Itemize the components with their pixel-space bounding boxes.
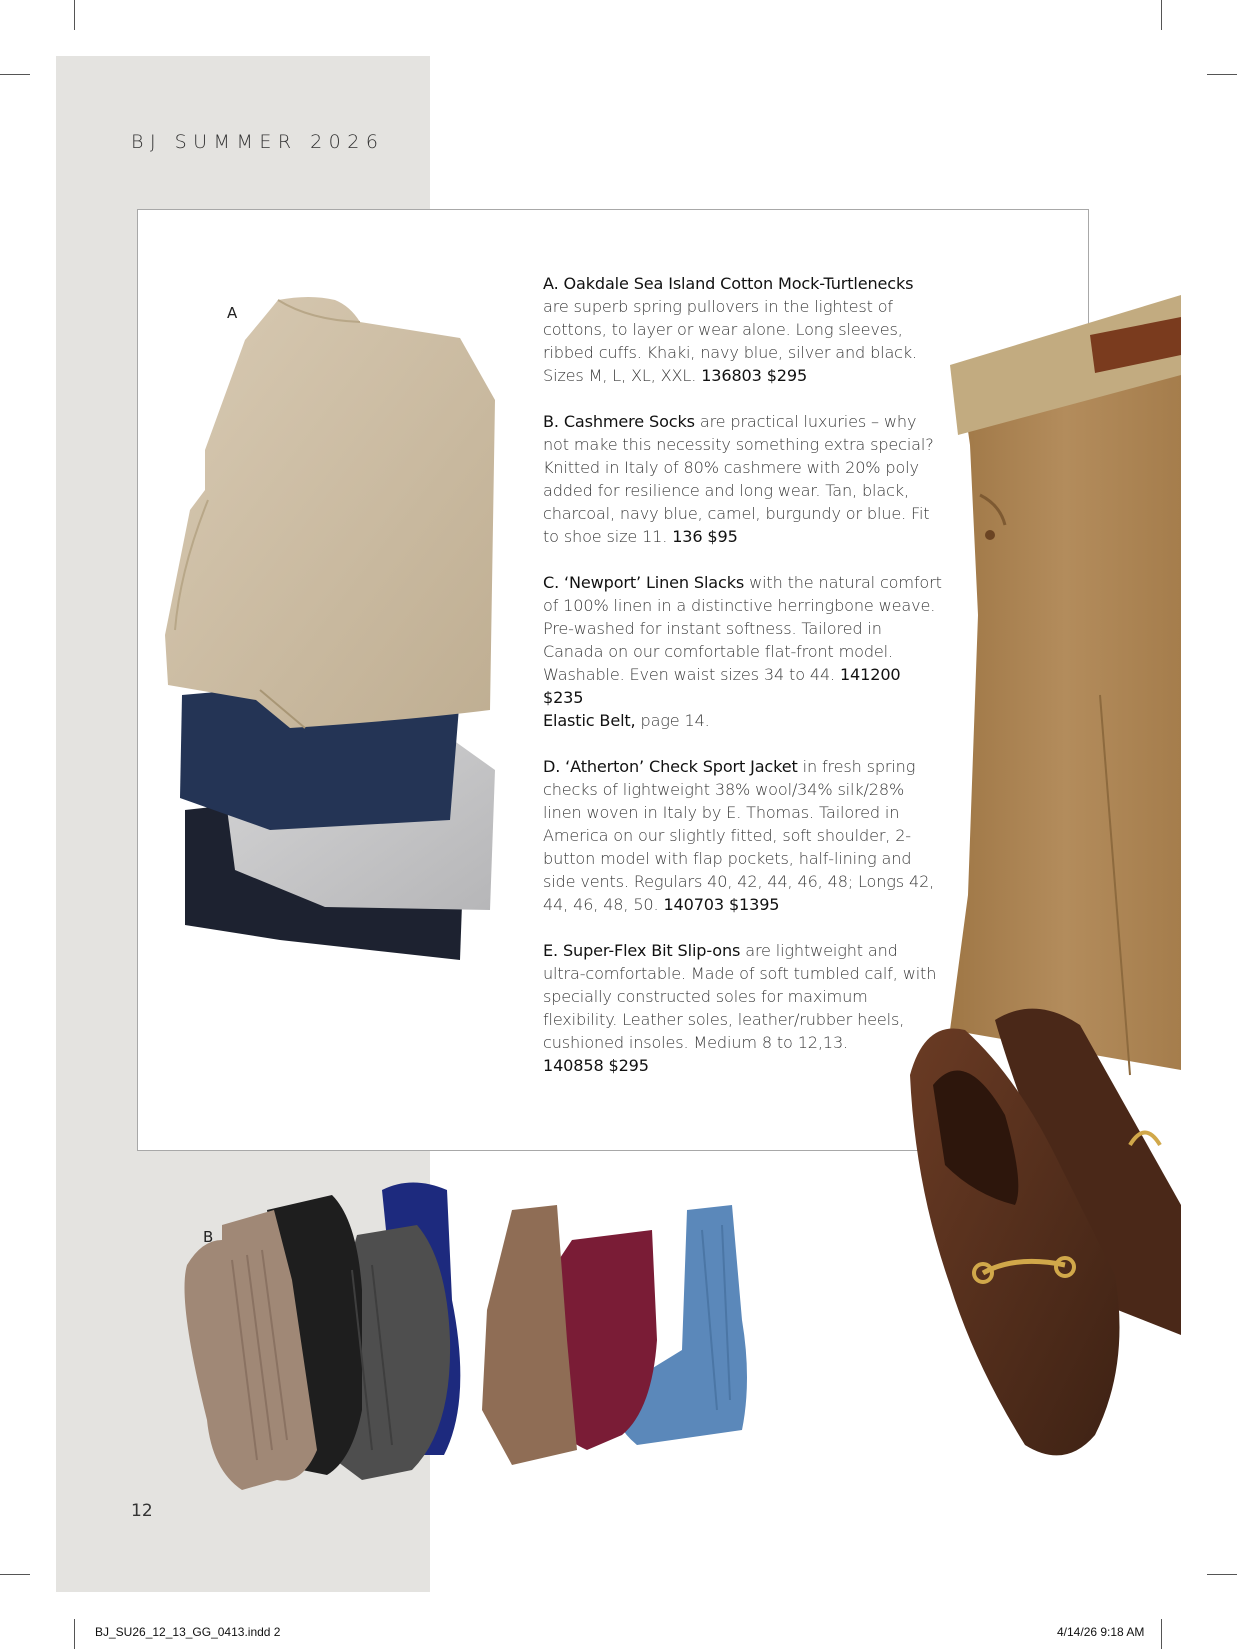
product-description: are superb spring pullovers in the lightest of cottons, to layer or wear alone. Long sleeves, ribbed cuffs. Khaki, navy blue, silver and black. Sizes M, L, XL, XXL.	[543, 297, 917, 385]
product-sku-price: 141200 $235	[543, 665, 901, 707]
product-name: A. Oakdale Sea Island Cotton Mock-Turtlenecks	[543, 274, 914, 293]
crop-mark	[74, 0, 75, 30]
cross-reference-name: Elastic Belt,	[543, 711, 636, 730]
product-name: C. ‘Newport’ Linen Slacks	[543, 573, 745, 592]
product-item-c	[543, 571, 943, 732]
product-sku-price: 140858 $295	[543, 1056, 649, 1075]
product-item-b	[543, 410, 943, 548]
product-description: are lightweight and ultra-comfortable. Made of soft tumbled calf, with specially constructed soles for maximum flexibility. Leather soles, leather/rubber heels, cushioned insoles. Medium 8 to 12,13.	[543, 941, 937, 1052]
crop-mark	[0, 1574, 30, 1575]
product-sku-price: 140703 $1395	[663, 895, 780, 914]
product-sku-price: 136 $95	[672, 527, 738, 546]
linen-slacks-photo	[950, 295, 1181, 1070]
slacks	[950, 350, 1181, 1070]
turtleneck-stack-photo	[160, 300, 520, 980]
crop-mark	[1161, 0, 1162, 30]
product-item-a	[543, 272, 943, 387]
crop-mark	[1207, 1574, 1237, 1575]
running-head: BJ SUMMER 2026	[131, 131, 385, 153]
slug-filename: BJ_SU26_12_13_GG_0413.indd 2	[95, 1625, 281, 1639]
slug-timestamp: 4/14/26 9:18 AM	[1057, 1625, 1145, 1639]
photo-label-a: A	[227, 304, 238, 322]
crop-mark	[74, 1619, 75, 1649]
product-description: in fresh spring checks of lightweight 38% wool/34% silk/28% linen woven in Italy by E. Thomas. Tailored in America on our slightly fitted, soft shoulder, 2-button model with flap pockets, half-lining and side vents. Regulars 40, 42, 44, 46, 48; Longs 42, 44, 46, 48, 50.	[543, 757, 935, 914]
product-description: with the natural comfort of 100% linen in a distinctive herringbone weave. Pre-washed for instant softness. Tailored in Canada on our comfortable flat-front model. Washable. Even waist sizes 34 to 44.	[543, 573, 942, 684]
product-name: B. Cashmere Socks	[543, 412, 695, 431]
crop-mark	[1207, 74, 1237, 75]
page-number: 12	[131, 1501, 153, 1521]
cashmere-socks-photo	[182, 1180, 782, 1490]
sock-camel	[482, 1205, 577, 1465]
photo-label-b: B	[203, 1228, 214, 1246]
khaki-turtleneck	[165, 297, 495, 728]
product-sku-price: 136803 $295	[701, 366, 808, 385]
product-item-d	[543, 755, 943, 916]
product-description: are practical luxuries – why not make this necessity something extra special? Knitted in Italy of 80% cashmere with 20% poly added for resilience and long wear. Tan, black, charcoal, navy blue, camel, burgundy or blue. Fit to shoe size 11.	[543, 412, 934, 546]
crop-mark	[1161, 1619, 1162, 1649]
crop-mark	[0, 74, 30, 75]
product-name: D. ‘Atherton’ Check Sport Jacket	[543, 757, 798, 776]
cross-reference	[543, 709, 943, 732]
cross-reference-text: page 14.	[635, 711, 710, 730]
product-name: E. Super-Flex Bit Slip-ons	[543, 941, 741, 960]
loafers-photo	[905, 1005, 1181, 1470]
product-item-e	[543, 939, 943, 1077]
product-copy	[543, 272, 943, 1100]
